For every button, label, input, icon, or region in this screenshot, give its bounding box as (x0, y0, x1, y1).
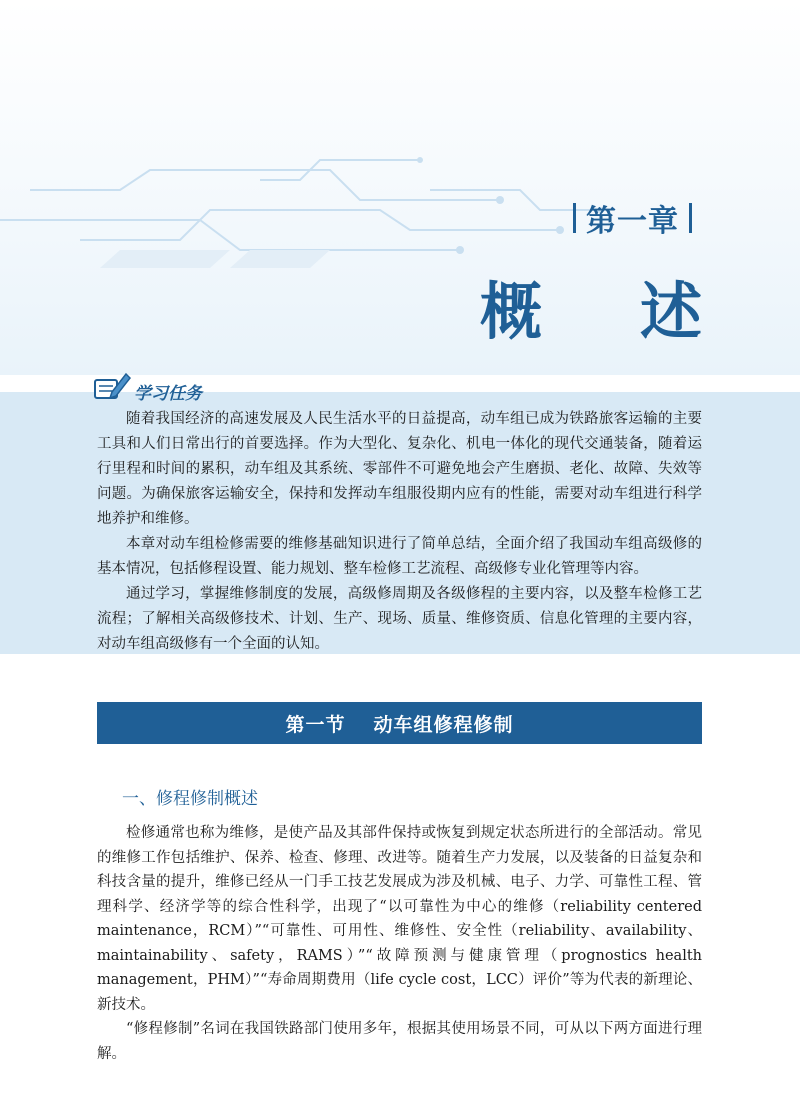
chapter-number: 第一章 (586, 204, 679, 239)
section-heading (97, 702, 702, 744)
learning-task-text (97, 407, 702, 657)
body-paragraph: 检修通常也称为维修，是使产品及其部件保持或恢复到规定状态所进行的全部活动。常见的维修工作包括维护、保养、检查、修理、改进等。随着生产力发展，以及装备的日益复杂和科技含量的提升，维修已经从一门手工技艺发展成为涉及机械、电子、力学、可靠性工程、管理科学、经济学等的综合性科学，出现了“以可靠性为中心的维修（reliability centered maintenance，RCM）”“可靠性、可用性、维修性、安全性（reliability、availability、maintainability、safety，RAMS）”“故障预测与健康管理（prognostics health management，PHM）”“寿命周期费用（life cycle cost，LCC）评价”等为代表的新理论、新技术。 (97, 825, 702, 1013)
section-number: 第一节 (285, 713, 346, 736)
learning-task-label: 学习任务 (134, 383, 202, 404)
body-paragraph: “修程修制”名词在我国铁路部门使用多年，根据其使用场景不同，可从以下两方面进行理解。 (97, 1021, 702, 1062)
chapter-title: 概述 (479, 275, 800, 348)
chapter-label-right-bar (689, 203, 692, 233)
learning-task-paragraph: 随着我国经济的高速发展及人民生活水平的日益提高，动车组已成为铁路旅客运输的主要工具和人们日常出行的首要选择。作为大型化、复杂化、机电一体化的现代交通装备，随着运行里程和时间的累积，动车组及其系统、零部件不可避免地会产生磨损、老化、故障、失效等问题。为确保旅客运输安全，保持和发挥动车组服役期内应有的性能，需要对动车组进行科学地养护和维修。 (97, 411, 702, 527)
learning-task-badge (92, 368, 202, 404)
section-title: 动车组修程修制 (373, 713, 514, 736)
pen-notebook-icon (92, 368, 132, 404)
body-text (97, 821, 702, 1066)
learning-task-paragraph: 通过学习，掌握维修制度的发展，高级修周期及各级修程的主要内容，以及整车检修工艺流程；了解相关高级修技术、计划、生产、现场、质量、维修资质、信息化管理的主要内容，对动车组高级修有一个全面的认知。 (97, 586, 702, 652)
chapter-label-left-bar (573, 203, 576, 233)
chapter-label (563, 196, 702, 240)
learning-task-paragraph: 本章对动车组检修需要的维修基础知识进行了简单总结，全面介绍了我国动车组高级修的基本情况，包括修程设置、能力规划、整车检修工艺流程、高级修专业化管理等内容。 (97, 536, 702, 577)
subsection-heading: 一、修程修制概述 (122, 789, 258, 809)
